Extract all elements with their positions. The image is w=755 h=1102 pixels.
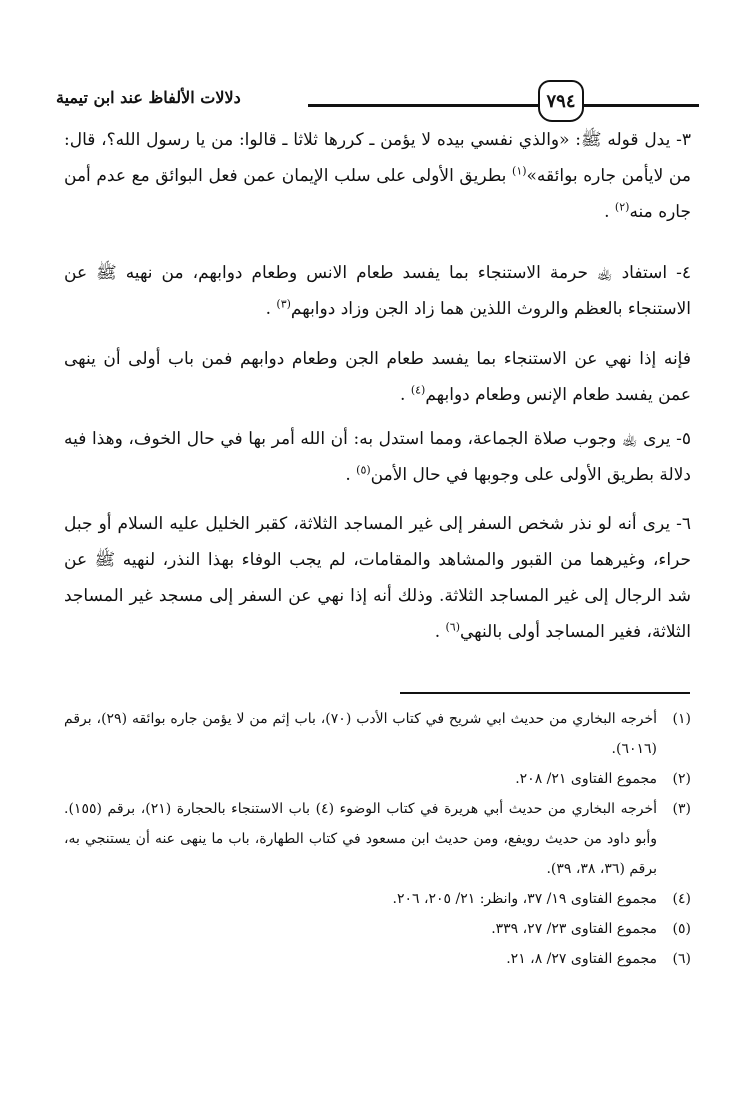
footnote-2 xyxy=(64,764,691,794)
footnote-4 xyxy=(64,884,691,914)
paragraph-4-text-b: . xyxy=(265,299,277,319)
footnote-ref-6[interactable]: (٦) xyxy=(445,620,461,634)
footnote-text: مجموع الفتاوى ٢٧/ ٨، ٢١. xyxy=(506,951,657,967)
footnote-number: (٤) xyxy=(672,891,691,907)
paragraph-4c-text-a: فإنه إذا نهي عن الاستنجاء بما يفسد طعام الجن وطعام دوابهم فمن باب أولى أن ينهى عمن يفسد طعام الإنس وطعام دوابهم xyxy=(64,349,691,405)
paragraph-6 xyxy=(64,506,691,650)
paragraph-5 xyxy=(64,421,691,493)
footnote-ref-3[interactable]: (٣) xyxy=(276,297,291,311)
paragraph-3-text-a: ٣- يدل قوله ﷺ: «والذي نفسي بيده لا يؤمن ـ كررها ثلاثا ـ قالوا: من يا رسول الله؟، قال: من لايأمن جاره بوائقه» xyxy=(64,130,691,186)
footnote-6 xyxy=(64,944,691,974)
footnote-ref-2[interactable]: (٢) xyxy=(614,200,630,214)
footnote-text: أخرجه البخاري من حديث أبي هريرة في كتاب الوضوء (٤) باب الاستنجاء بالحجارة (٢١)، برقم (١٥٥). وأبو داود من حديث رويفع، ومن حديث ابن مسعود في كتاب الطهارة، باب ما ينهى عنه أن يستنجي به، برقم (٣٦، ٣٨، ٣٩). xyxy=(64,801,658,877)
footnote-5 xyxy=(64,914,691,944)
footnote-number: (٥) xyxy=(672,921,691,937)
paragraph-4-text-a: ٤- استفاد ﵀ حرمة الاستنجاء بما يفسد طعام الانس وطعام دوابهم، من نهيه ﷺ عن الاستنجاء بالعظم والروث اللذين هما زاد الجن وزاد دوابهم xyxy=(64,263,691,319)
paragraph-4-continued xyxy=(64,341,691,413)
paragraph-3-text-b: بطريق الأولى على سلب الإيمان عمن فعل البوائق مع عدم أمن جاره منه xyxy=(64,166,691,222)
header-rule-left xyxy=(308,104,539,107)
footnote-3 xyxy=(64,794,691,884)
footnote-text: مجموع الفتاوى ١٩/ ٣٧، وانظر: ٢١/ ٢٠٥، ٢٠٦. xyxy=(392,891,657,907)
paragraph-3-text-c: . xyxy=(604,202,615,222)
paragraph-3 xyxy=(64,122,691,230)
footnote-separator xyxy=(400,692,690,694)
footnote-text: مجموع الفتاوى ٢٣/ ٢٧، ٣٣٩. xyxy=(491,921,657,937)
footnote-number: (١) xyxy=(672,711,691,727)
footnote-number: (٦) xyxy=(672,951,691,967)
paragraph-4c-text-b: . xyxy=(400,385,411,405)
paragraph-5-text-b: . xyxy=(345,465,357,485)
footnote-number: (٣) xyxy=(672,801,691,817)
footnotes xyxy=(64,704,691,974)
paragraph-6-text-a: ٦- يرى أنه لو نذر شخص السفر إلى غير المساجد الثلاثة، كقبر الخليل عليه السلام أو جبل حراء، وغيرهما من القبور والمشاهد والمقامات، لم يجب الوفاء بهذا النذر، لنهيه ﷺ عن شد الرجال إلى غير المساجد الثلاثة. وذلك أنه إذا نهي عن السفر إلى مسجد غير المساجد الثلاثة، فغير المساجد أولى بالنهي xyxy=(64,514,691,642)
running-title: دلالات الألفاظ عند ابن تيمية xyxy=(56,88,241,107)
paragraph-6-text-b: . xyxy=(434,622,446,642)
footnote-text: مجموع الفتاوى ٢١/ ٢٠٨. xyxy=(515,771,657,787)
footnote-1 xyxy=(64,704,691,764)
paragraph-5-text-a: ٥- يرى ﵀ وجوب صلاة الجماعة، ومما استدل به: أن الله أمر بها في حال الخوف، وهذا فيه دلالة بطريق الأولى على وجوبها في حال الأمن xyxy=(64,429,691,485)
footnote-number: (٢) xyxy=(672,771,691,787)
footnote-ref-4[interactable]: (٤) xyxy=(410,383,426,397)
paragraph-4 xyxy=(64,255,691,327)
footnote-ref-1[interactable]: (١) xyxy=(512,164,527,178)
header-rule-right xyxy=(580,104,699,107)
footnote-text: أخرجه البخاري من حديث ابي شريح في كتاب الأدب (٧٠)، باب إثم من لا يؤمن جاره بوائقه (٢٩)، برقم (٦٠١٦). xyxy=(64,711,657,757)
page-number: ٧٩٤ xyxy=(538,80,584,122)
footnote-ref-5[interactable]: (٥) xyxy=(356,463,371,477)
